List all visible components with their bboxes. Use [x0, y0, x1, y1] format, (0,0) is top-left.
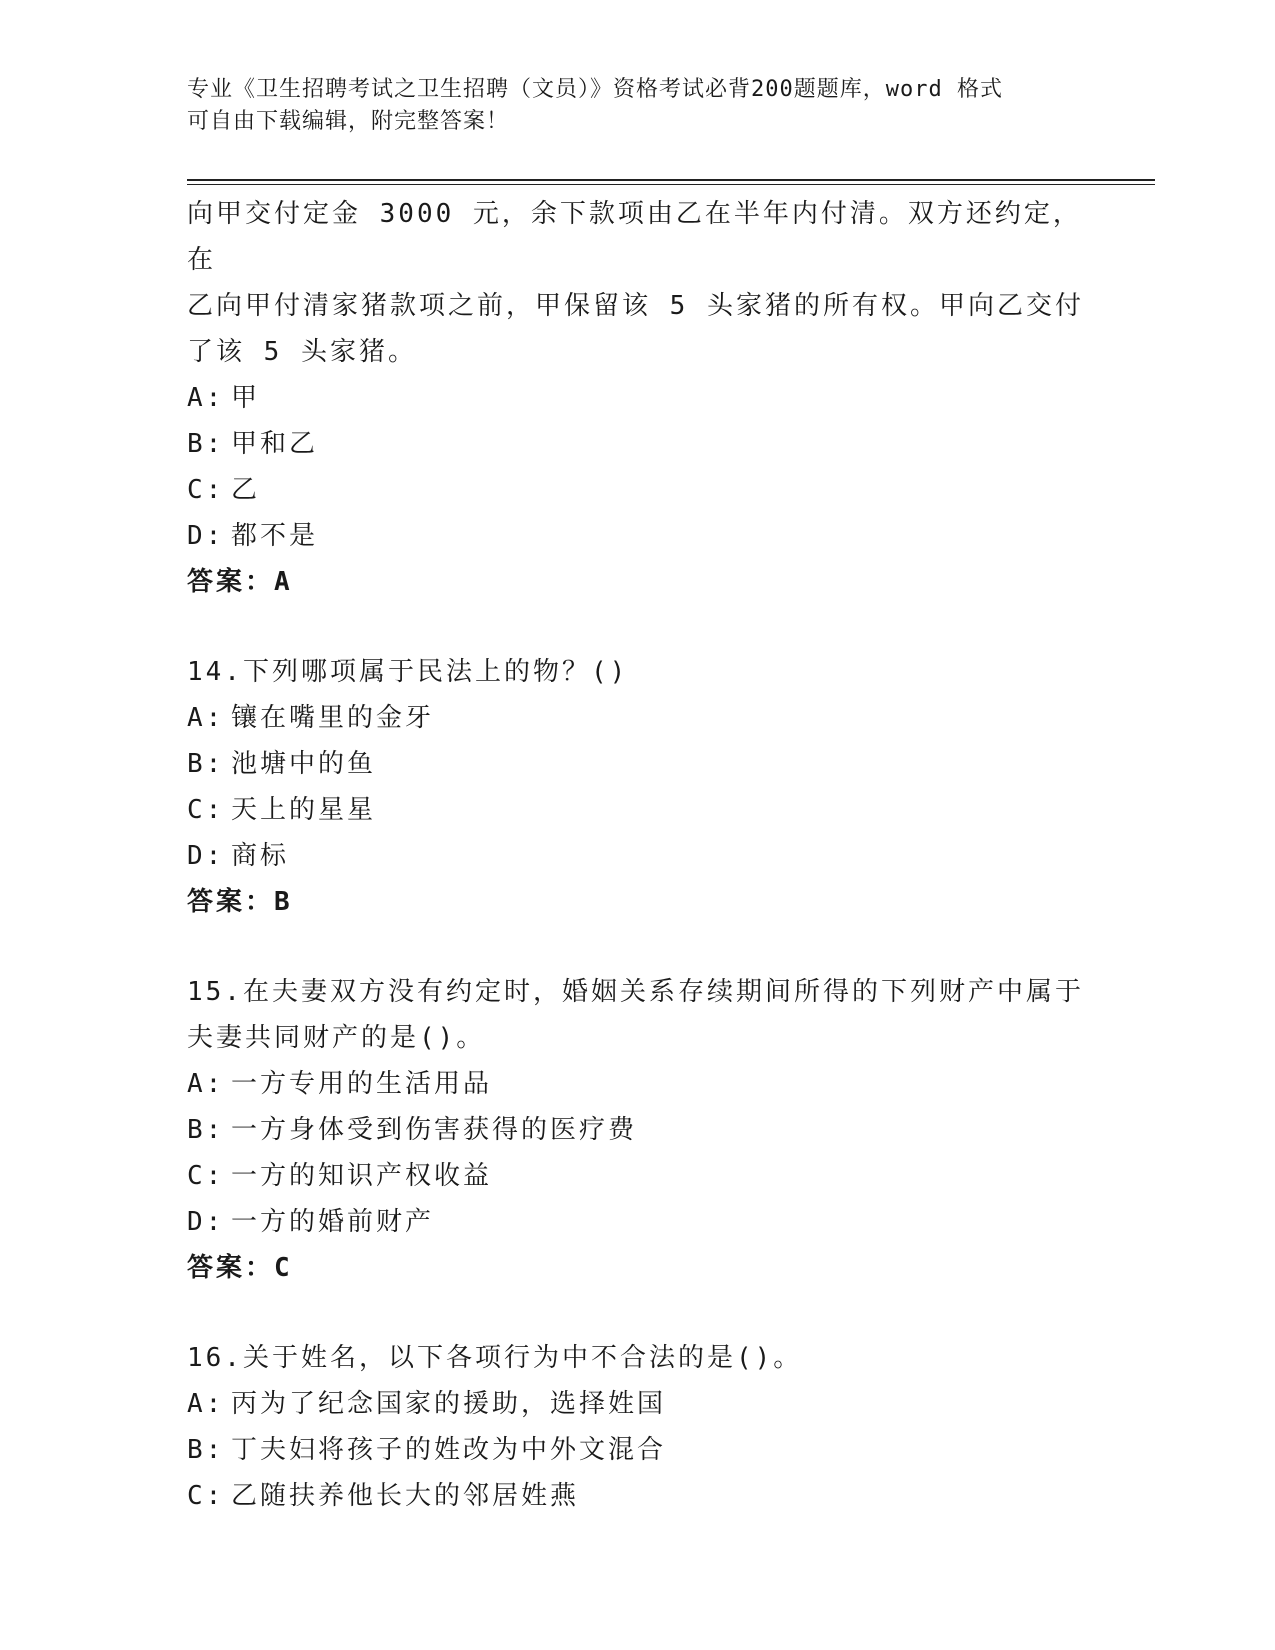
header-line-2: 可自由下载编辑，附完整答案！ — [187, 109, 510, 134]
answer-line: 答案：B — [187, 887, 293, 917]
question-text-line: 了该 5 头家猪。 — [187, 337, 417, 367]
option-a: A: 丙为了纪念国家的援助，选择姓国 — [187, 1389, 667, 1419]
header-rule-thick — [187, 179, 1155, 181]
option-c: C: 天上的星星 — [187, 795, 377, 825]
option-d: D: 商标 — [187, 841, 290, 871]
option-d: D: 一方的婚前财产 — [187, 1207, 435, 1237]
option-a: A: 甲 — [187, 383, 261, 413]
question-text-line: 向甲交付定金 3000 元，余下款项由乙在半年内付清。双方还约定，在 — [187, 199, 1082, 275]
question-text-line: 夫妻共同财产的是()。 — [187, 1023, 486, 1053]
question-text-line: 16.关于姓名，以下各项行为中不合法的是()。 — [187, 1343, 803, 1373]
header-line-1: 专业《卫生招聘考试之卫生招聘（文员）》资格考试必背200题题库，word 格式 — [187, 77, 1003, 102]
question-block-16 — [187, 1335, 1087, 1519]
option-a: A: 镶在嘴里的金牙 — [187, 703, 435, 733]
question-block-13 — [187, 191, 1087, 605]
option-a: A: 一方专用的生活用品 — [187, 1069, 493, 1099]
document-header — [187, 74, 1087, 138]
question-text-line: 乙向甲付清家猪款项之前，甲保留该 5 头家猪的所有权。甲向乙交付 — [187, 291, 1084, 321]
option-b: B: 甲和乙 — [187, 429, 319, 459]
question-text-line: 15.在夫妻双方没有约定时，婚姻关系存续期间所得的下列财产中属于 — [187, 977, 1084, 1007]
option-b: B: 丁夫妇将孩子的姓改为中外文混合 — [187, 1435, 667, 1465]
option-b: B: 池塘中的鱼 — [187, 749, 377, 779]
header-rule-thin — [187, 184, 1155, 185]
option-c: C: 一方的知识产权收益 — [187, 1161, 493, 1191]
question-block-14 — [187, 649, 1087, 925]
question-block-15 — [187, 969, 1087, 1291]
answer-line: 答案：A — [187, 567, 293, 597]
option-d: D: 都不是 — [187, 521, 319, 551]
question-list — [187, 191, 1087, 1519]
option-c: C: 乙随扶养他长大的邻居姓燕 — [187, 1481, 580, 1511]
question-text-line: 14.下列哪项属于民法上的物？() — [187, 657, 629, 687]
option-c: C: 乙 — [187, 475, 261, 505]
option-b: B: 一方身体受到伤害获得的医疗费 — [187, 1115, 638, 1145]
answer-line: 答案：C — [187, 1253, 293, 1283]
